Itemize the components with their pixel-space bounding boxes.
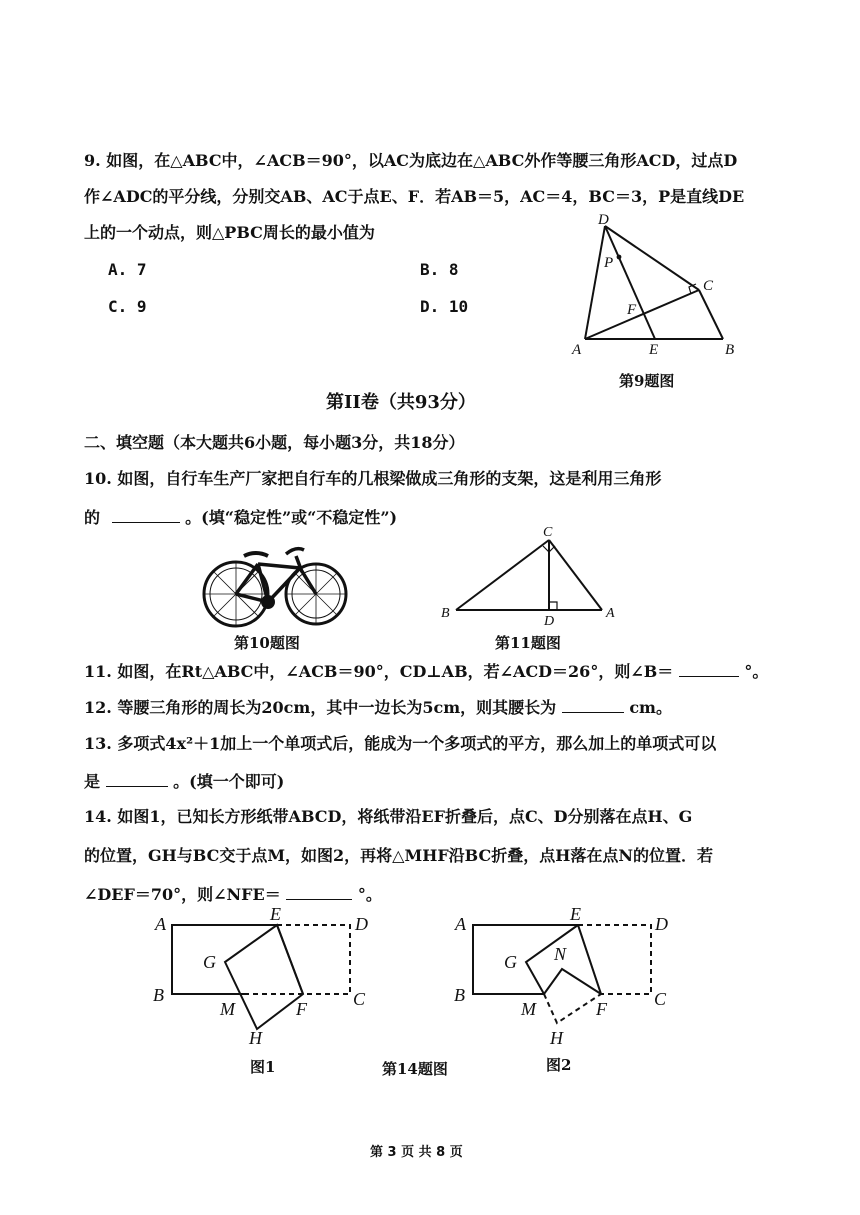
q11-text-prefix: 11. 如图，在Rt△ABC中，∠ACB＝90°，CD⊥AB，若∠ACD＝26°，则∠B＝ [84, 662, 674, 681]
q9-label-p: P [604, 255, 614, 271]
q10-line1: 10. 如图，自行车生产厂家把自行车的几根梁做成三角形的支架，这是利用三角形 [84, 469, 662, 488]
fig1-label-g: G [203, 952, 216, 972]
q11-line [84, 660, 768, 683]
fig1-label-d: D [355, 914, 368, 934]
q9-label-a: A [572, 342, 582, 358]
q11-label-d: D [544, 614, 555, 628]
fig2-label-f: F [596, 999, 607, 1019]
fig2-label-h: H [550, 1028, 563, 1048]
section-2-title: 第II卷（共93分） [326, 392, 476, 413]
q14-caption: 第14题图 [382, 1060, 448, 1078]
q10-line2-suffix: 。(填“稳定性”或“不稳定性”) [185, 508, 398, 527]
fig1-label-e: E [270, 905, 281, 924]
q14-line2: 的位置，GH与BC交于点M，如图2，再将△MHF沿BC折叠，点H落在点N的位置．若 [84, 846, 713, 865]
fig1-label-m: M [220, 999, 235, 1019]
fill-in-header: 二、填空题（本大题共6小题，每小题3分，共18分） [84, 433, 465, 452]
fig2-label-a: A [455, 914, 466, 934]
q9-option-b: B. 8 [420, 260, 459, 279]
q9-label-b: B [725, 342, 735, 358]
q9-label-c: C [703, 278, 714, 294]
q13-line1: 13. 多项式4x²＋1加上一个单项式后，能成为一个多项式的平方，那么加上的单项式可以 [84, 734, 717, 753]
q10-line2 [84, 506, 397, 529]
q14-figure-1 [150, 905, 380, 1050]
fig1-label-b: B [153, 985, 164, 1005]
q12-text-prefix: 12. 等腰三角形的周长为20cm，其中一边长为5cm，则其腰长为 [84, 698, 557, 717]
fig1-label-a: A [155, 914, 166, 934]
page-footer: 第 3 页 共 8 页 [370, 1145, 463, 1160]
q13-line2-suffix: 。(填一个即可) [173, 772, 285, 791]
q9-label-d: D [598, 212, 609, 228]
q9-line3: 上的一个动点，则△PBC周长的最小值为 [84, 223, 375, 242]
q13-line2 [84, 770, 284, 793]
fig2-label-n: N [554, 944, 567, 964]
q9-option-c: C. 9 [108, 297, 147, 316]
q9-option-d: D. 10 [420, 297, 469, 316]
q14-line3-suffix: °。 [357, 885, 382, 904]
q10-caption: 第10题图 [234, 634, 300, 652]
q13-line2-prefix: 是 [84, 772, 101, 791]
q9-line1: 9. 如图，在△ABC中，∠ACB＝90°，以AC为底边在△ABC外作等腰三角形ACD，过点D [84, 151, 738, 170]
q9-line2: 作∠ADC的平分线，分别交AB、AC于点E、F．若AB＝5，AC＝4，BC＝3，P是直线DE [84, 187, 745, 206]
q9-label-f: F [627, 302, 637, 318]
q11-text-suffix: °。 [744, 662, 769, 681]
q14-line3 [84, 883, 382, 906]
q11-answer-blank[interactable] [679, 660, 739, 677]
fig1-label-h: H [249, 1028, 262, 1048]
q12-text-suffix: cm。 [629, 698, 672, 717]
q11-label-a: A [606, 606, 615, 621]
fig2-label-c: C [654, 989, 667, 1009]
q14-fig2-caption: 图2 [546, 1056, 572, 1074]
q11-figure [436, 522, 626, 628]
q14-figure-2 [448, 905, 678, 1050]
q14-line3-prefix: ∠DEF＝70°，则∠NFE＝ [84, 885, 281, 904]
q9-option-a: A. 7 [108, 260, 147, 279]
fig2-label-d: D [655, 914, 668, 934]
q14-fig1-caption: 图1 [250, 1058, 276, 1076]
fig2-label-m: M [521, 999, 536, 1019]
q10-answer-blank[interactable] [112, 506, 180, 523]
q9-label-e: E [649, 342, 659, 358]
q13-answer-blank[interactable] [106, 770, 168, 787]
q14-line1: 14. 如图1，已知长方形纸带ABCD，将纸带沿EF折叠后，点C、D分别落在点H、G [84, 807, 693, 826]
fig2-label-b: B [454, 985, 465, 1005]
q9-caption: 第9题图 [619, 372, 675, 390]
q9-figure [565, 212, 745, 362]
fig2-label-e: E [570, 905, 581, 924]
q11-caption: 第11题图 [495, 634, 561, 652]
q14-answer-blank[interactable] [286, 883, 352, 900]
q12-line [84, 696, 672, 719]
q11-label-b: B [441, 606, 450, 621]
fig2-label-g: G [504, 952, 517, 972]
q10-line2-prefix: 的 [84, 508, 101, 527]
q12-answer-blank[interactable] [562, 696, 624, 713]
fig1-label-c: C [353, 989, 366, 1009]
q11-label-c: C [543, 525, 553, 540]
fig1-label-f: F [296, 999, 307, 1019]
bicycle-figure [200, 534, 350, 630]
